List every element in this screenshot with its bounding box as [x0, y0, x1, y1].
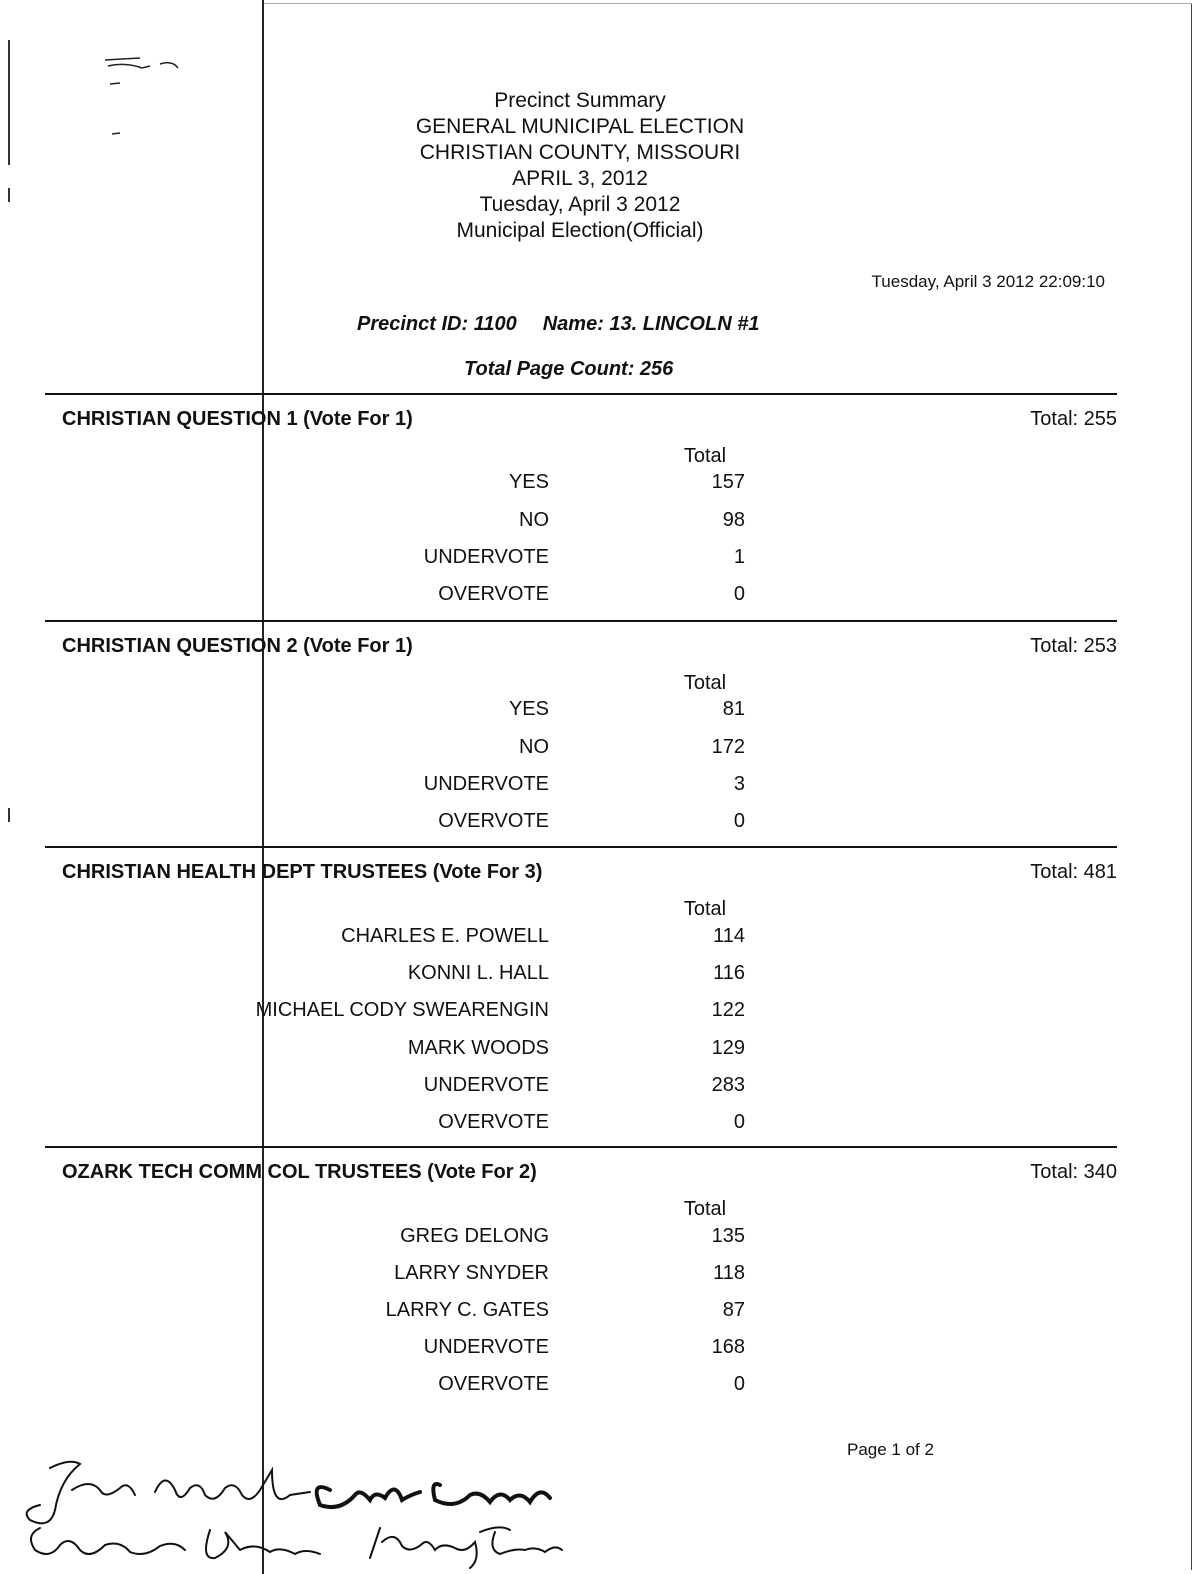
- election-status: Municipal Election(Official): [456, 219, 704, 242]
- report-header: [330, 88, 830, 244]
- choice-label: UNDERVOTE: [423, 546, 549, 568]
- contest-total: Total: 255: [1030, 408, 1117, 430]
- section-divider: [45, 1146, 1117, 1148]
- choice-label: KONNI L. HALL: [407, 962, 549, 984]
- page-number: Page 1 of 2: [847, 1440, 934, 1459]
- contest-section: [45, 846, 1117, 1146]
- election-date: APRIL 3, 2012: [512, 167, 648, 190]
- choice-votes: 135: [711, 1225, 745, 1247]
- choice-votes: 283: [711, 1074, 745, 1096]
- margin-mark: [8, 40, 10, 165]
- section-divider: [45, 620, 1117, 622]
- total-column-header: Total: [683, 672, 727, 694]
- report-timestamp: Tuesday, April 3 2012 22:09:10: [871, 272, 1105, 291]
- precinct-name: Name: 13. LINCOLN #1: [542, 313, 760, 335]
- pen-scribble: [100, 52, 190, 142]
- contest-title: CHRISTIAN QUESTION 1 (Vote For 1): [62, 408, 413, 430]
- contest-total: Total: 253: [1030, 635, 1117, 657]
- choice-label: GREG DELONG: [400, 1225, 549, 1247]
- contest-total: Total: 481: [1030, 861, 1117, 883]
- choice-votes: 87: [722, 1299, 745, 1321]
- choice-votes: 98: [722, 509, 745, 531]
- choice-label: UNDERVOTE: [423, 1336, 549, 1358]
- scan-edge-right: [1191, 4, 1192, 1570]
- handwritten-signatures: [10, 1450, 580, 1570]
- choice-votes: 0: [733, 583, 745, 605]
- choice-votes: 157: [711, 471, 745, 493]
- choice-label: LARRY SNYDER: [394, 1262, 549, 1284]
- choice-votes: 168: [711, 1336, 745, 1358]
- choice-votes: 114: [713, 925, 745, 947]
- choice-label: NO: [519, 736, 549, 758]
- choice-label: LARRY C. GATES: [385, 1299, 549, 1321]
- section-divider: [45, 846, 1117, 848]
- election-name: GENERAL MUNICIPAL ELECTION: [415, 115, 745, 138]
- choice-votes: 0: [733, 1373, 745, 1395]
- choice-label: UNDERVOTE: [423, 1074, 549, 1096]
- choice-label: OVERVOTE: [438, 810, 549, 832]
- choice-votes: 122: [711, 999, 745, 1021]
- contest-title: CHRISTIAN QUESTION 2 (Vote For 1): [62, 635, 413, 657]
- choice-votes: 0: [733, 810, 745, 832]
- contest-total: Total: 340: [1030, 1161, 1117, 1183]
- election-day: Tuesday, April 3 2012: [479, 193, 681, 216]
- choice-label: MICHAEL CODY SWEARENGIN: [255, 999, 549, 1021]
- choice-label: NO: [519, 509, 549, 531]
- choice-label: MARK WOODS: [407, 1037, 549, 1059]
- choice-votes: 81: [722, 698, 745, 720]
- choice-label: CHARLES E. POWELL: [341, 925, 549, 947]
- choice-votes: 0: [733, 1111, 745, 1133]
- total-page-count: Total Page Count: 256: [464, 358, 674, 380]
- contest-title: OZARK TECH COMM COL TRUSTEES (Vote For 2): [62, 1161, 537, 1183]
- choice-label: UNDERVOTE: [423, 773, 549, 795]
- contest-section: [45, 1146, 1117, 1406]
- contest-title: CHRISTIAN HEALTH DEPT TRUSTEES (Vote For 3): [62, 861, 543, 883]
- precinct-id: Precinct ID: 1100: [357, 313, 517, 335]
- contest-section: [45, 620, 1117, 846]
- choice-votes: 172: [711, 736, 745, 758]
- scan-edge-top: [264, 3, 1192, 4]
- choice-votes: 118: [713, 1262, 745, 1284]
- report-title: Precinct Summary: [494, 89, 666, 112]
- choice-votes: 116: [713, 962, 745, 984]
- total-column-header: Total: [683, 445, 727, 467]
- choice-label: OVERVOTE: [438, 1111, 549, 1133]
- contest-section: [45, 393, 1117, 619]
- choice-label: OVERVOTE: [438, 1373, 549, 1395]
- county-name: CHRISTIAN COUNTY, MISSOURI: [419, 141, 741, 164]
- precinct-info: [357, 313, 785, 336]
- margin-mark: [8, 808, 10, 822]
- margin-mark: [8, 188, 10, 202]
- total-column-header: Total: [683, 1198, 727, 1220]
- choice-label: OVERVOTE: [438, 583, 549, 605]
- choice-votes: 1: [733, 546, 745, 568]
- choice-label: YES: [508, 698, 549, 720]
- choice-votes: 3: [733, 773, 745, 795]
- total-column-header: Total: [683, 898, 727, 920]
- choice-votes: 129: [711, 1037, 745, 1059]
- section-divider: [45, 393, 1117, 395]
- choice-label: YES: [508, 471, 549, 493]
